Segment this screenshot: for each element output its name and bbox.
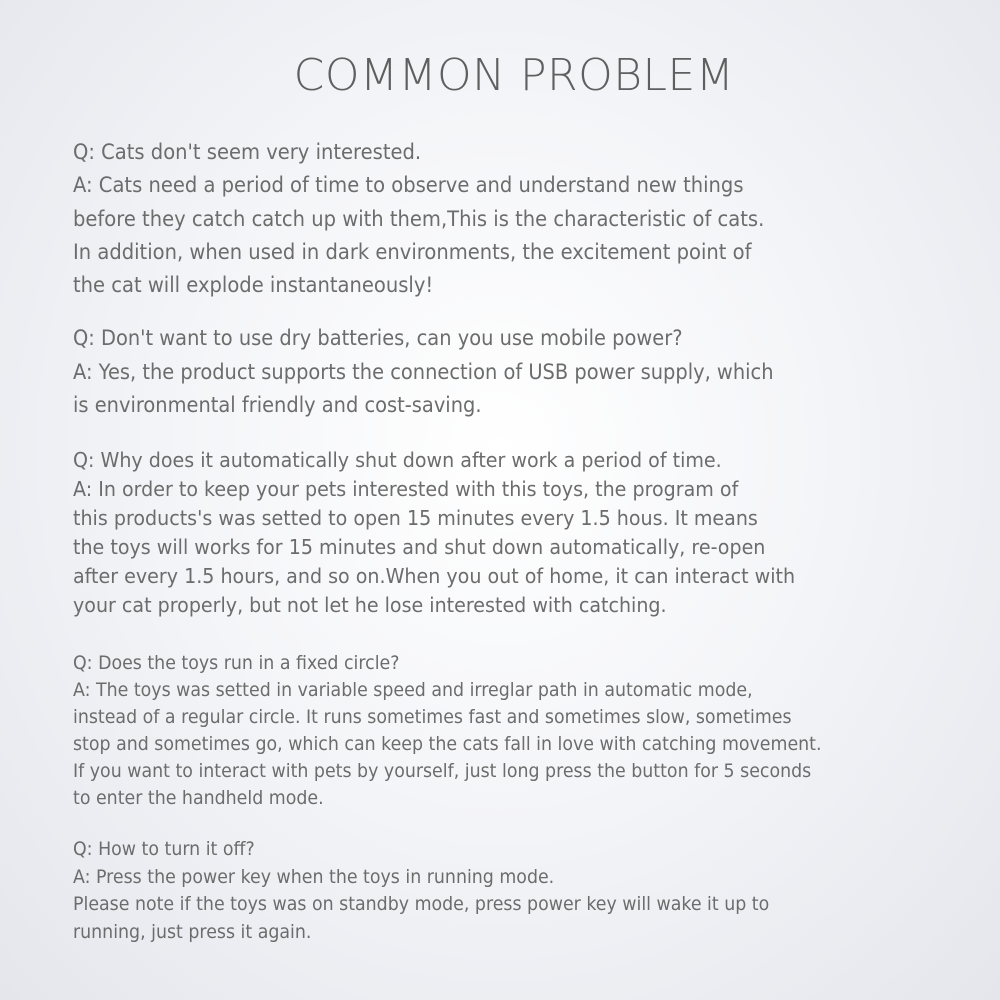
faq-answer-line: the toys will works for 15 minutes and shut down automatically, re-open	[73, 535, 766, 559]
faq-answer-line: running, just press it again.	[73, 920, 312, 943]
faq-answer-line: your cat properly, but not let he lose interested with catching.	[73, 593, 667, 617]
faq-answer-line: Please note if the toys was on standby mode, press power key will wake it up to	[73, 893, 770, 915]
faq-question: Q: How to turn it off?	[73, 838, 255, 860]
faq-item-cats-interest	[73, 136, 816, 302]
page-title: COMMON PROBLEM	[293, 50, 735, 101]
faq-answer-line: In addition, when used in dark environments, the excitement point of	[73, 239, 752, 264]
faq-answer-line: this products's was setted to open 15 minutes every 1.5 hous. It means	[73, 506, 758, 530]
faq-answer-line: A: Press the power key when the toys in running mode.	[73, 865, 555, 888]
faq-question: Q: Cats don't seem very interested.	[73, 140, 422, 164]
faq-answer-line: the cat will explode instantaneously!	[73, 273, 434, 298]
faq-answer-line: instead of a regular circle. It runs sometimes fast and sometimes slow, sometimes	[73, 706, 792, 728]
faq-question: Q: Don't want to use dry batteries, can you use mobile power?	[73, 326, 683, 350]
faq-answer-line: stop and sometimes go, which can keep the cats fall in love with catching movement.	[73, 733, 822, 755]
faq-item-fixed-circle	[73, 650, 891, 812]
faq-answer-line: A: Cats need a period of time to observe and understand new things	[73, 173, 744, 198]
faq-answer-line: If you want to interact with pets by yourself, just long press the button for 5 seconds	[73, 760, 812, 782]
faq-question: Q: Does the toys run in a fixed circle?	[73, 652, 400, 674]
faq-answer-line: to enter the handheld mode.	[73, 787, 324, 809]
faq-answer-line: A: The toys was setted in variable speed and irreglar path in automatic mode,	[73, 679, 753, 701]
faq-answer-line: A: In order to keep your pets interested with this toys, the program of	[73, 477, 739, 501]
faq-answer-line: before they catch catch up with them,This is the characteristic of cats.	[73, 206, 765, 231]
faq-item-mobile-power	[73, 322, 830, 423]
faq-answer-line: is environmental friendly and cost-saving.	[73, 393, 482, 417]
faq-answer-line: after every 1.5 hours, and so on.When you out of home, it can interact with	[73, 564, 796, 588]
faq-question: Q: Why does it automatically shut down after work a period of time.	[73, 448, 722, 472]
faq-item-auto-shutdown	[73, 446, 849, 620]
faq-answer-line: A: Yes, the product supports the connection of USB power supply, which	[73, 359, 774, 384]
faq-item-turn-off	[73, 836, 834, 946]
